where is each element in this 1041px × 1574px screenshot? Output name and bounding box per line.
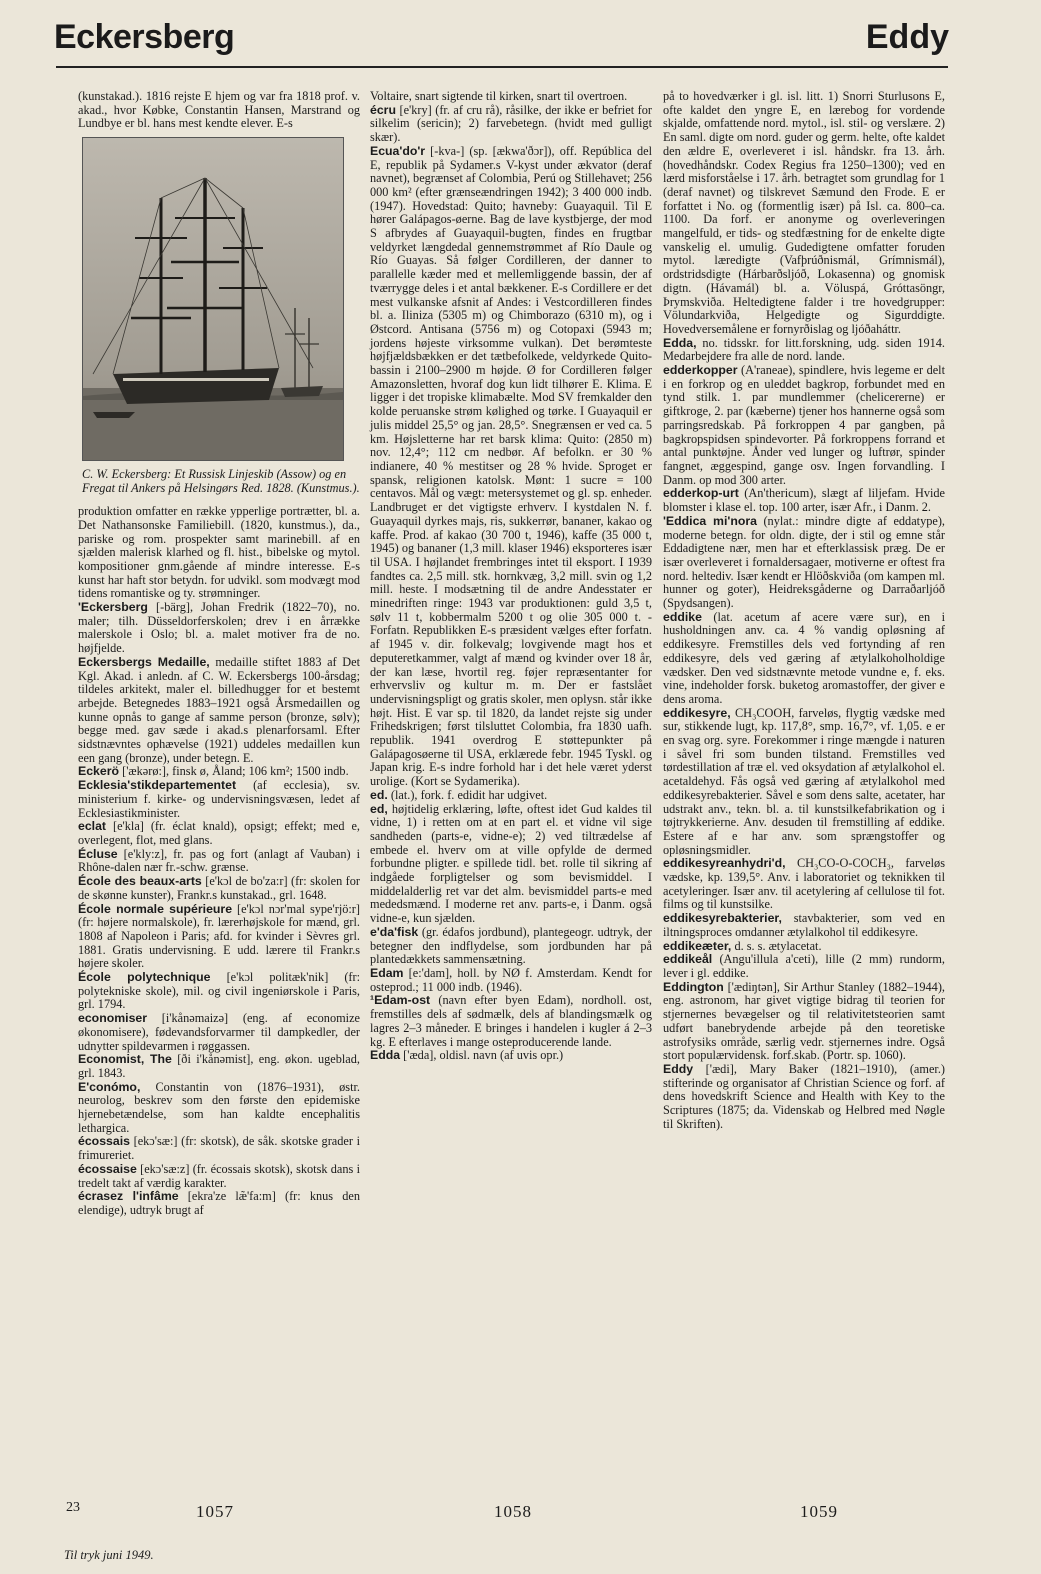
dictionary-entry [663,1063,945,1132]
dictionary-entry [370,1049,652,1063]
entry-headword: écru [370,102,396,117]
dictionary-entry [78,875,360,902]
dictionary-entry [663,940,945,954]
dictionary-entry [663,857,945,912]
entry-text: Voltaire, snart sigtende til kirken, snart til overtroen. [370,89,628,103]
dictionary-entry [663,912,945,939]
column-1 [78,90,360,1218]
entry-headword: eddike [663,609,702,624]
entry-text: produktion omfatter en række ypperlige portrætter, bl. a. Det Nathansonske Familiebill. (1820, kunstmus.), da., pariske og rom. prospekter samt marinebill. af en sjælden malerisk klarhed og fl. hist., bibelske og mytol. kompositioner gnm.gående af mindre interesse. E-s kunst har haft stor betydn. for udvikl. som modvægt mod tidens romantiske og ty. strømninger. [78,504,360,601]
entry-headword: ¹Edam-ost [370,993,431,1008]
dictionary-entry [370,803,652,926]
entry-text: (Angu'illula a'ceti), lille (2 mm) rundorm, lever i gl. eddike. [663,952,946,980]
dictionary-entry [78,1053,360,1080]
entry-headword: Edam [370,966,404,980]
dictionary-entry [370,967,652,994]
entry-text: [ði i'kånəmist], eng. økon. ugeblad, grl. 1843. [78,1052,360,1080]
entry-headword: écrasez l'infâme [78,1189,179,1204]
entry-headword: écossais [78,1134,130,1149]
entry-text: stavbakterier, som ved en iltningsproces omdanner ætylalkohol til eddikesyre. [663,911,945,939]
column-2 [370,90,652,1063]
entry-headword: École normale supérieure [78,901,233,916]
page-number-middle: 1058 [494,1502,532,1521]
dictionary-entry [78,903,360,972]
dictionary-entry [370,104,652,145]
entry-headword: École des beaux-arts [78,874,202,889]
entry-headword: 'Eckersberg [78,600,148,615]
entry-headword: Eddy [663,1061,694,1076]
entry-text: [e'kɔl nɔr'mal sype'rjö:r] (fr: højere normalskole), fr. lærerhøjskole for mænd, grl. 1808 af Napoleon i Paris; afd. for kvinder i Sèvres grl. 1881. Gratis undervisning. E udd. lærere til Frankr.s højere skoler. [78,901,360,971]
column-3-entries [663,90,945,1131]
dictionary-entry [78,505,360,601]
entry-text: (An'thericum), slægt af liljefam. Hvide blomster i klase el. top. 100 arter, især Afr., i Danm. 2. [663,486,946,515]
entry-headword: Eddington [663,979,724,994]
entry-text: CH₃CO-O-COCH₃, farveløs vædske, kp. 139,5°. Anv. i laboratoriet og teknikken til acetyleringer. Især anv. til acetylering af cellulose til fot. films og til kunstsilke. [663,856,945,912]
imprint-note: Til tryk juni 1949. [64,1548,154,1562]
entry-text: (gr. édafos jordbund), plantegeogr. udtryk, der betegner den indflydelse, som jordbunden har på plantedækkets sammensætning. [370,924,653,967]
entry-text: ['ækərø:], finsk ø, Åland; 106 km²; 1500 indb. [122,764,349,779]
dictionary-entry [370,90,652,104]
entry-headword: edderkop-urt [663,486,739,501]
entry-headword: eclat [78,819,107,834]
entry-text: (A'raneae), spindlere, hvis legeme er delt i en forkrop og en uleddet bagkrop, forbundet med en tynd stilk. 1. par mundlemmer (chelicererne) er giftkroge, 2. par (kæberne) tjener hos hannerne også som parringsredskab. På forkroppen 4 par gangben, på bagkropspidsen spindevorter. På forkroppens forrand et antal punktøjne. Ånder ved lunger og luftrør, spinder fangnet, æggespind, gange osv. Ingen forvandling. I Danm. op mod 300 arter. [663,363,946,487]
dictionary-entry [370,145,652,789]
dictionary-entry [78,848,360,875]
dictionary-entry [78,90,360,131]
entry-text: [e'kla] (fr. éclat knald), opsigt; effekt; med e, overlegent, flot, med glans. [78,819,360,847]
entry-text: no. tidsskr. for litt.forskning, udg. siden 1914. Medarbejdere fra alle de nord. lande. [663,335,945,364]
entry-text: ['ædi], Mary Baker (1821–1910), (amer.) stifterinde og organisator af Christian Science og forf. af dens hovedskrift Science and Health with Key to the Scriptures (1875; da. Videnskab og Helbred med Nøgle til Skriften). [663,1061,945,1131]
entry-headword: Eckersbergs Medaille, [78,654,210,669]
entry-headword: edderkopper [663,363,738,378]
entry-headword: écossaise [78,1161,137,1176]
dictionary-entry [370,926,652,967]
running-head-right: Eddy [865,18,949,56]
entry-text: på to hovedværker i gl. isl. litt. 1) Snorri Sturlusons E, ofte kaldet den yngre E, en lærebog for vordende skjalde, omfattende nord. mytol., isl. stil- og verslære. 2) En saml. digte om nord. guder og germ. helte, ofte kaldet den ældre E, overleveret i isl. håndskr. fra 13. årh. (hovedhåndskr. Codex Regius fra 1250–1300); ved en lærd misforståelse i 17. årh. betragtet som grundlag for 1 (deraf navnet) og tilskrevet Sæmund den Frode. E er forfattet i No. og (formentlig især) på Isl. ca. 800–ca. 1100. Da forf. er anonyme og overleveringen mangelfuld, er tids- og stedfæstning for de enkelte digte vanskelig el. umulig. Gudedigtene omfatter foruden mytol. læredigte (Vafþrúðnismál, Grímnismál), ordstridsdigte (Hárbarðsljóð, Lokasenna) og gnomisk digtn. (Hávamál) bl. a. Völuspá, Gróttasöngr, Þrymskviða. Heltedigtene falder i tre hovedgrupper: Völundarkviða, Helgedigte og Sigurddigte. Hovedversemålene er fornyrðislag og ljóðaháttr. [663,89,945,336]
dictionary-entry [663,611,945,707]
entry-headword: eddikesyrebakterier, [663,911,782,926]
dictionary-entry [663,707,945,858]
sheet-signature: 23 [66,1500,80,1515]
dictionary-entry [663,90,945,337]
column-1-top-entries [78,90,360,131]
entry-text: [e'kɔl politæk'nik] (fr: polytekniske skole), mil. og civil ingeniørskole i Paris, grl. 1794. [78,970,361,1012]
entry-text: (lat.), fork. f. edidit har udgivet. [390,787,548,802]
entry-text: Constantin von (1876–1931), østr. neurolog, beskrev som den første den epidemiske hjernebetændelse, som han kaldte encephalitis lethargica. [78,1079,360,1135]
dictionary-entry [663,364,945,487]
entry-text: højtidelig erklæring, løfte, oftest idet Gud kaldes til vidne, 1) i retten om at en part el. et vidne vil sige sandheden (parts-e, vidne-e); 2) ved tiltrædelse af embede el. hverv om at ville opfylde de dermed forbundne pligter. e spillede tidl. bet. rolle til sikring af indgåede forpligtelser og som bevismiddel. I middelalderlig ret var det alm. bevismiddel parts-e med mededsmænd. I moderne ret anv. parts-e, i Danm. også vidne-e, kun sjælden. [370,801,652,926]
entry-text: [e'kly:z], fr. pas og fort (anlagt af Vauban) i Rhône-dalen nær fr.-schw. grænse. [78,846,360,875]
entry-headword: Edda [370,1048,401,1063]
running-head-left: Eckersberg [54,18,235,56]
header-rule [56,66,948,68]
ship-painting-illustration [82,137,344,461]
entry-text: [i'kånəmaizə] (eng. af economize økonomisere), fødevandsforvarmer til dampkedler, der udnytter spildevarmen i røggassen. [78,1011,360,1053]
entry-text: [ekɔ'sæ:z] (fr. écossais skotsk), skotsk dans i tredelt takt af værdig karakter. [78,1161,361,1190]
dictionary-entry [663,515,945,611]
page-number-left: 1057 [196,1502,234,1521]
entry-headword: 'Eddica mi'nora [663,513,757,528]
dictionary-entry [78,601,360,656]
dictionary-entry [78,1135,360,1162]
entry-headword: e'da'fisk [370,924,419,939]
entry-text: ['ædiŋtən], Sir Arthur Stanley (1882–1944), eng. astronom, har givet vigtige bidrag til teorien for stjernernes bevægelser og til relativitetsteorien samt udført banebrydende arbejde på den teoretiske astrofysiks område, særlig vedr. stjernernes indre. Også stort populærvidensk. forf.skab. (Portr. sp. 1060). [663,979,945,1063]
dictionary-entry [370,789,652,803]
entry-text: [e'kɔl de bo'za:r] (fr: skolen for de skønne kunster), Frankr.s kunstakad., grl. 1648. [78,874,361,902]
dictionary-entry [78,1190,360,1217]
dictionary-entry [78,1012,360,1053]
entry-text: d. s. s. ætylacetat. [734,938,822,953]
entry-headword: economiser [78,1011,148,1026]
entry-text: [-bärg], Johan Fredrik (1822–70), no. maler; tilh. Düsseldorferskolen; drev i en årrække malerskole i Oslo; bl. a. malet motiver fra de no. højfjelde. [78,600,360,656]
entry-headword: eddikeål [663,952,713,967]
dictionary-entry [663,953,945,980]
dictionary-entry [663,981,945,1063]
dictionary-entry [370,994,652,1049]
entry-text: [e'kry] (fr. af cru rå), råsilke, der ikke er befriet for silkelim (sericin); 2) farvebetegn. (hvidt med gulligt skær). [370,102,653,145]
dictionary-entry [663,487,945,514]
entry-headword: Ecklesia'stikdepartementet [78,778,237,793]
entry-text: (nylat.: mindre digte af eddatype), moderne betegn. for oldn. digte, der i stil og emne står Eddadigtene nær, men har et efterklassisk præg. De er især overleveret i fornaldersagaer, motiverne er oftest fra nord. heltediv. Især kendt er Hlöðskviða (om kampen ml. hunner og goter), Heidreksgåderne og Darraðarljóð (Spydsangen). [663,513,946,611]
entry-text: [ekra'ze læ̃'fa:m] (fr: knus den elendige), udtryk brugt af [78,1189,360,1217]
dictionary-entry [78,765,360,779]
entry-text: [e:'dam], holl. by NØ f. Amsterdam. Kendt for osteprod.; 11 000 indb. (1946). [370,966,652,994]
entry-headword: École polytechnique [78,970,211,985]
entry-headword: Eckerö [78,764,120,779]
entry-headword: Écluse [78,846,118,861]
entry-text: medaille stiftet 1883 af Det Kgl. Akad. i anledn. af C. W. Eckersbergs 100-årsdag; tildeles arkitekt, maler el. billedhugger for et bestemt arbejde. Betegnedes 1883–1921 også Årsmedaillen og kunne opnås to gange af samme person (bronze, sølv); begge med. gav sæde i akad.s plenarforsaml. Efter sidstnævntes ophævelse (1921) uddeles medaillen kun een gang (bronze), under betegn. E. [78,654,360,765]
entry-headword: eddikeæter, [663,938,732,953]
dictionary-entry [78,779,360,820]
entry-text: (navn efter byen Edam), nordholl. ost, fremstilles dels af sødmælk, dels af blandingsmælk og lagres 2–3 måneder. E bringes i handelen i kugler á 2–3 kg. E efterlaves i mange osteproducerende lande. [370,993,652,1049]
dictionary-entry [78,1081,360,1136]
entry-headword: E'conómo, [78,1079,141,1094]
entry-headword: Ecua'do'r [370,143,426,158]
entry-text: [ekɔ'sæ:] (fr: skotsk), de såk. skotske grader i frimureriet. [78,1134,360,1163]
dictionary-entry [78,820,360,847]
entry-headword: ed, [370,801,388,816]
dictionary-entry [78,656,360,766]
entry-text: (af ecclesia), sv. ministerium f. kirke- og undervisningsvæsen, ledet af Ecklesiastikminister. [78,778,360,820]
dictionary-entry [78,1163,360,1190]
illustration-caption: C. W. Eckersberg: Et Russisk Linjeskib (Assow) og en Fregat til Ankers på Helsingørs Red. 1828. (Kunstmus.). [82,467,360,496]
dictionary-entry [78,971,360,1012]
entry-headword: Edda, [663,335,697,350]
entry-headword: ed. [370,787,388,802]
column-2-entries [370,90,652,1063]
entry-text: (kunstakad.). 1816 rejste E hjem og var fra 1818 prof. v. akad., hvor Købke, Constantin Hansen, Marstrand og Lundbye er bl. hans mest kendte elever. E-s [78,89,360,131]
dictionary-entry [663,337,945,364]
entry-headword: eddikesyre, [663,705,731,720]
column-3 [663,90,945,1131]
entry-text: CH₃COOH, farveløs, flygtig vædske med sur, stikkende lugt, kp. 117,8°, smp. 16,7°, vf. 1,05. e er en svag org. syre. Forekommer i ringe mængde i naturen i såvel fri som bunden tilstand. Fremstilles ved tørdestillation af træ el. ved oksydation af ætylalkohol el. acetaldehyd. Fås også ved gæring af ætylalkohol med eddikesyrebakterier. Såvel e som dens salte, acetater, har udstrakt anv., tekn. bl. a. til kunstsilkefabrikation og i tøjtrykkerierne. Anv. desuden til fremstilling af eddike. Estere af e har anv. som sprængstoffer og opløsningsmidler. [663,705,945,857]
entry-text: ['æda], oldisl. navn (af uvis opr.) [403,1048,564,1063]
ship-painting-svg [83,138,343,460]
entry-headword: eddikesyreanhydri'd, [663,856,786,871]
column-1-bottom-entries [78,505,360,1218]
entry-headword: Economist, The [78,1052,172,1067]
page-number-right: 1059 [800,1502,838,1521]
entry-text: [-kva-] (sp. [ækwa'ðɔr]), off. República del E, republik på Sydamer.s V-kyst under ækvator (deraf navnet), begrænset af Colombia, Perú og Stillehavet; 256 000 km² (efter grænseændringen 1942); 3 400 000 indb. (1947). Hovedstad: Quito; havneby: Guayaquil. Til E hører Galápagos-øerne. Bag de lave kystbjerge, der mod S afbrydes af Guayaquil-bugten, findes en frugtbar veldyrket længdedal gennemstrømmet af Río Daule og Río Guayas. Så følger Cordilleren, der danner to parallelle kæder med et mellemliggende bassin, der af tværrygge deles i et antal bækkener. E-s Cordillere er det mest vulkanske afsnit af Andes: i Vestcordilleren findes bl. a. Iliniza (5305 m) og Chimborazo (6310 m), og i Østcord. Antisana (5756 m) og Cotopaxi (5943 m; jordens højeste virksomme vulkan). Det berømteste højfjældsbækken er det tætbefolkede, veldyrkede Quito-bassin i 2100–2900 m højde. Ø for Cordilleren følger Amazonsletten, hvoraf dog kun lidt tilhører E. Klima. E ligger i det tropiske klimabælte. Mod SV fremkalder den kolde peruanske strøm kølighed og tørke. I Guayaquil er julis middel 25,5° og jan. 28,5°. Snegrænsen er ved ca. 5 km. Højsletterne har ret barsk klima: Quito: (2850 m) nov. 12,4°; 112 cm nedbør. Af befolkn. er 30 % indianere, 40 % mestitser og 28 % hvide. Sproget er spansk, religionen katolsk. Mønt: 1 sucre = 100 centavos. Mål og vægt: metersystemet og gl. sp. enheder. Landbruget er det vigtigste erhverv. I kystdalen N. f. Guayaquil dyrkes majs, ris, sukkerrør, bananer, kakao og kaffe. Prod. af kakao (30 700 t, 1946), kaffe (35 000 t, 1945) og bananer (1,3 mill. klaser 1946) eksporteres især til USA. I højlandet frembringes intet til eksport. I 1939 fandtes ca. 2,5 mill. stk. hornkvæg, 3,2 mill. svin og 1,2 mill. heste. I modsætning til de andre Andesstater er minedriften ringe: 1943 var produktionen: guld 3,5 t, sølv 11 t, kobbermalm 5200 t og olie 305 000 t. - Forfatn. Republikken E-s præsident vælges efter forfatn. af 1945 v. dir. folkevalg; lovgivende magt hos et deputeretkammer, valgt af mænd og kvinder over 18 år, der kan læse, hvortil reg. føjer repræsentanter for erhvervsliv og kultur m. m. Der er fastslået undervisningspligt og gratis skoler, men oplysn. står ikke højt. Hist. E var sp. til 1820, da landet rejste sig under Frihedskrigen; først tilsluttet Colombia, fra 1830 uafh. republik. 1941 overdrog E støttepunkter på Galápagosøerne til USA, erklærede febr. 1945 Tyskl. og Japan krig. E-s indre forhold har i det hele været yderst urolige. (Kort se Sydamerika). [370,143,652,789]
entry-text: (lat. acetum af acere være sur), en i husholdningen anv. ca. 4 % vandig opløsning af eddikesyre. Fremstilles dels ved fortynding af ren eddikesyre, dels ved gæring af ætylalkoholholdige vædsker. Den ved sidstnævnte metode vundne e, f. eks. vine, indeholder forsk. buketog aromastoffer, der giver e dens aroma. [663,609,945,706]
